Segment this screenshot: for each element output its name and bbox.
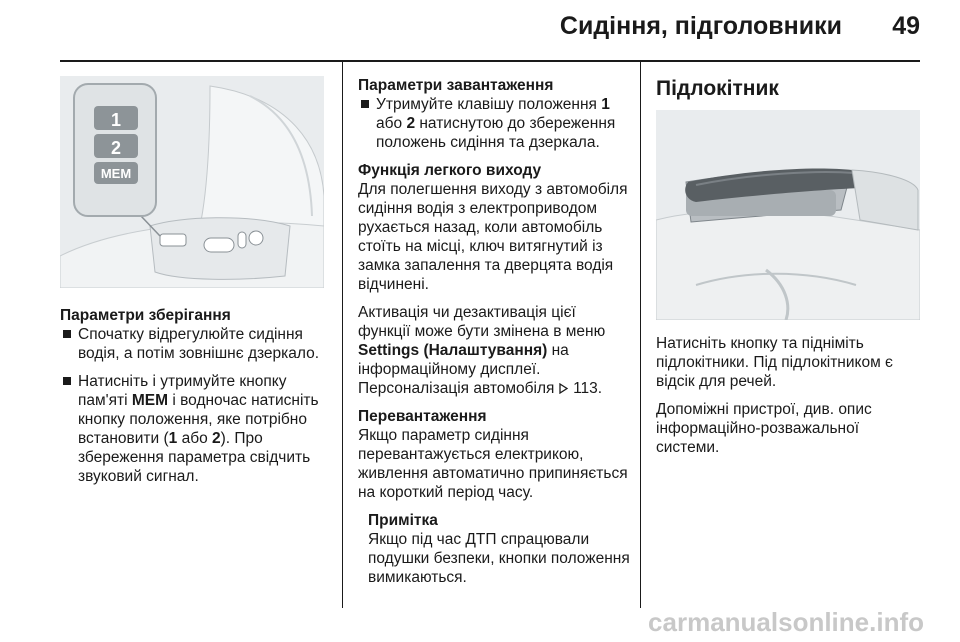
text-run: ). Про збереження параметра свідчить звуковий сигнал. [78, 430, 311, 485]
column-3 [656, 76, 926, 116]
memory-button-2-label: 2 [110, 138, 122, 158]
storage-heading: Параметри зберігання [60, 307, 231, 324]
loading-heading: Параметри завантаження [358, 77, 554, 94]
memory-button-mem-label: MEM [100, 166, 132, 181]
bold-run: 2 [406, 115, 416, 132]
armrest-paragraph-1: Натисніть кнопку та підніміть підлокітники. Під підлокітником є відсік для речей. [656, 335, 893, 390]
column-1 [60, 306, 328, 495]
text-run: або [177, 430, 213, 447]
text-run: і водночас натисніть кнопку положення, яке потрібно встановити ( [78, 392, 319, 447]
page-reference-arrow-icon [559, 383, 569, 394]
bullet-square-icon [63, 377, 71, 385]
seat-illustration-graphic [60, 76, 324, 288]
text-run: натиснутою до збереження положень сидіння та дзеркала. [376, 115, 616, 151]
watermark: carmanualsonline.info [648, 607, 924, 637]
armrest-illustration [656, 110, 920, 320]
column-divider-2 [640, 62, 641, 608]
easy-exit-settings-paragraph [358, 303, 630, 398]
easy-exit-paragraph: Для полегшення виходу з автомобіля сидіння водія з електроприводом рухається назад, коли автомобіль стоїть на місці, ключ витягнутий із замка запалення та дверцята водія відчинені. [358, 181, 628, 293]
column-2 [358, 76, 630, 587]
column-3-text [656, 334, 926, 466]
bold-run: 1 [601, 96, 610, 113]
chapter-title: Сидіння, підголовники [559, 12, 842, 40]
text-run: Утримуйте клавішу положення [376, 96, 602, 113]
note-block [358, 511, 630, 587]
bold-run: 1 [168, 430, 178, 447]
header-rule [60, 60, 920, 62]
storage-bullet-1-text: Спочатку відрегулюйте сидіння водія, а потім зовнішнє дзеркало. [78, 326, 320, 362]
page-reference: 113. [573, 380, 603, 397]
storage-bullet-2 [60, 372, 328, 486]
storage-bullet-1 [60, 325, 328, 363]
armrest-illustration-graphic [656, 110, 920, 320]
memory-button-1-label: 1 [110, 110, 122, 130]
armrest-heading: Підлокітник [656, 77, 779, 100]
easy-exit-heading: Функція легкого виходу [358, 162, 542, 179]
overload-paragraph: Якщо параметр сидіння перевантажується електрикою, живлення автоматично припиняється на короткий період часу. [358, 427, 628, 501]
column-divider-1 [342, 62, 343, 608]
bold-run: Settings (Налаштування) [358, 342, 548, 359]
text-run: або [376, 115, 407, 132]
note-heading: Примітка [368, 512, 438, 529]
overload-heading: Перевантаження [358, 408, 487, 425]
seat-memory-illustration [60, 76, 324, 288]
bullet-square-icon [63, 330, 71, 338]
bold-run: 2 [212, 430, 221, 447]
bold-run: MEM [131, 392, 169, 409]
bullet-square-icon [361, 100, 369, 108]
armrest-paragraph-2: Допоміжні пристрої, див. опис інформаційно-розважальної системи. [656, 401, 872, 456]
text-run: Активація чи дезактивація цієї функції може бути змінена в меню [358, 304, 606, 340]
page-number: 49 [892, 12, 920, 40]
text-run: Натисніть і утримуйте кнопку пам'яті [78, 373, 287, 409]
loading-bullet-1 [358, 95, 630, 152]
text-run: на інформаційному дисплеї. Персоналізація автомобіля [358, 342, 569, 397]
note-text: Якщо під час ДТП спрацювали подушки безпеки, кнопки положення вимикаються. [368, 531, 630, 586]
